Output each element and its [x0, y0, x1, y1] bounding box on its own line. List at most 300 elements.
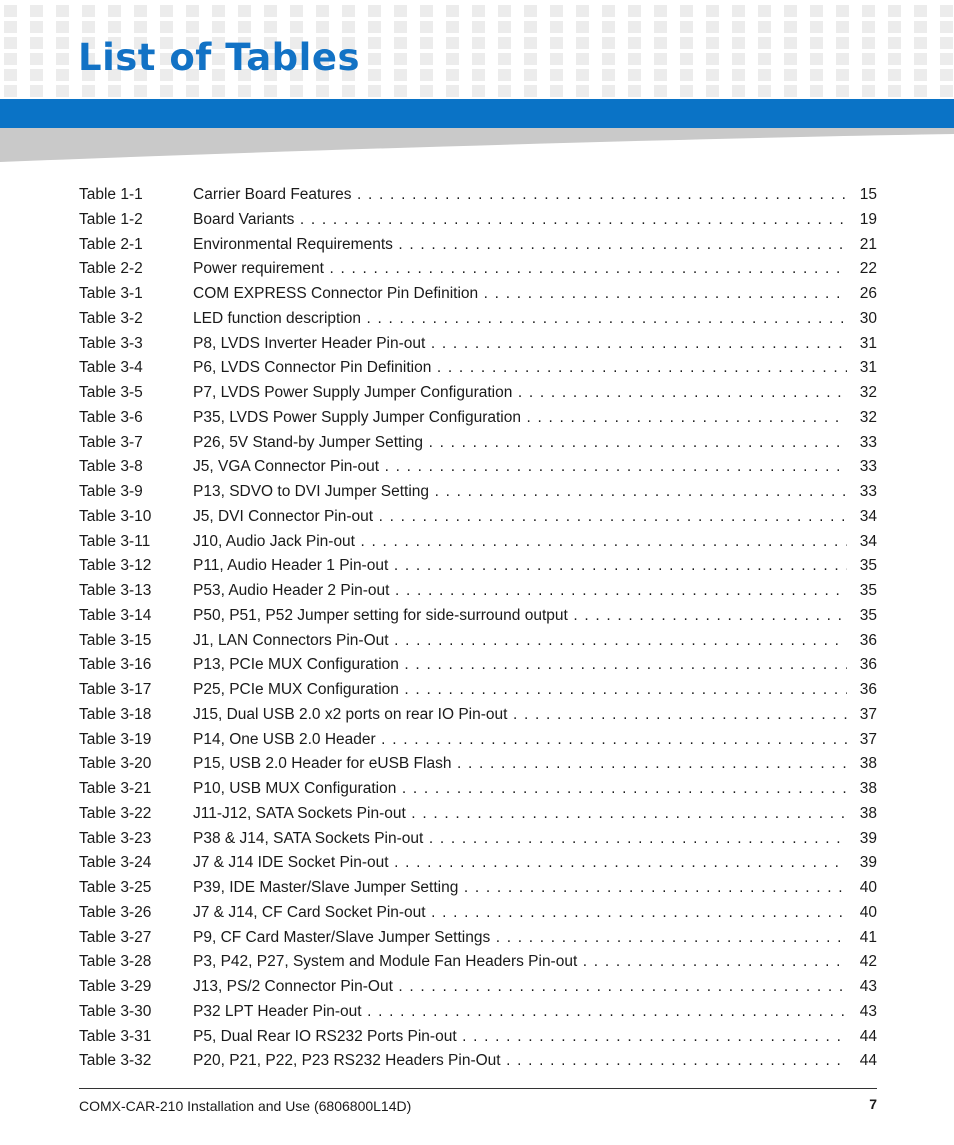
header-grid-square: [654, 53, 667, 65]
table-caption: P13, SDVO to DVI Jumper Setting . . .: [193, 480, 847, 505]
header-grid-square: [420, 53, 433, 65]
table-caption: P6, LVDS Connector Pin Definition . . .: [193, 356, 847, 381]
table-number: Table 3-26: [79, 903, 152, 921]
table-number: Table 3-30: [79, 1002, 152, 1020]
table-number: Table 3-12: [79, 557, 152, 575]
table-number: Table 3-17: [79, 681, 152, 698]
header-grid-square: [576, 53, 589, 65]
header-grid-square: [108, 5, 121, 17]
page-number: 21: [859, 235, 877, 253]
page-number: 39: [859, 829, 877, 847]
header-grid-square: [732, 69, 745, 81]
header-grid-square: [940, 5, 953, 17]
header-grid-square: [550, 85, 563, 97]
table-number: Table 3-32: [79, 1052, 152, 1070]
header-grid-square: [810, 5, 823, 17]
header-grid-square: [784, 5, 797, 17]
header-grid-square: [810, 69, 823, 81]
header-grid-square: [810, 21, 823, 33]
table-number: Table 3-11: [79, 532, 151, 550]
header-grid-square: [446, 21, 459, 33]
table-number: Table 3-29: [79, 978, 152, 995]
header-grid-square: [56, 37, 69, 49]
page-number: 37: [859, 730, 877, 748]
header-grid-square: [212, 85, 225, 97]
toc-entry[interactable]: [79, 332, 877, 357]
table-caption: P26, 5V Stand-by Jumper Setting . . .: [193, 431, 847, 456]
page-number: 31: [859, 334, 877, 352]
header-grid-square: [342, 85, 355, 97]
table-number: Table 3-15: [79, 631, 152, 649]
list-of-tables: [79, 183, 877, 1074]
table-caption: P20, P21, P22, P23 RS232 Headers Pin-Out . . .: [193, 1049, 847, 1074]
header-grid-square: [784, 21, 797, 33]
header-grid-square: [446, 69, 459, 81]
toc-entry[interactable]: [79, 926, 877, 951]
header-grid-square: [836, 53, 849, 65]
header-grid-square: [290, 5, 303, 17]
header-grid-square: [160, 21, 173, 33]
table-caption: J10, Audio Jack Pin-out . . .: [193, 530, 847, 555]
header-grid-square: [810, 37, 823, 49]
toc-entry[interactable]: [79, 678, 877, 703]
header-grid-square: [888, 85, 901, 97]
header-grid-square: [706, 5, 719, 17]
page-title: List of Tables: [78, 36, 360, 79]
header-grid-square: [160, 5, 173, 17]
header-grid-square: [394, 53, 407, 65]
header-grid-square: [446, 53, 459, 65]
toc-entry[interactable]: [79, 208, 877, 233]
header-grid-square: [30, 21, 43, 33]
table-caption: P32 LPT Header Pin-out . . .: [193, 1000, 847, 1025]
header-grid-square: [654, 5, 667, 17]
toc-entry[interactable]: [79, 1025, 877, 1050]
header-grid-square: [264, 5, 277, 17]
header-grid-square: [914, 5, 927, 17]
header-grid-square: [732, 37, 745, 49]
header-grid-square: [316, 85, 329, 97]
header-grid-square: [940, 21, 953, 33]
header-grid-square: [888, 69, 901, 81]
toc-entry[interactable]: [79, 307, 877, 332]
header-grid-square: [576, 69, 589, 81]
header-grid-square: [810, 53, 823, 65]
page-number: 43: [859, 978, 877, 995]
header-grid-square: [368, 21, 381, 33]
table-caption: P8, LVDS Inverter Header Pin-out . . .: [193, 332, 847, 357]
table-number: Table 3-28: [79, 953, 152, 971]
table-number: Table 3-1: [79, 285, 143, 302]
header-blue-bar: [0, 99, 954, 128]
header-grid-square: [550, 5, 563, 17]
header-grid-square: [420, 5, 433, 17]
header-grid-square: [810, 85, 823, 97]
header-grid-square: [108, 85, 121, 97]
toc-entry[interactable]: [79, 406, 877, 431]
header-grid-square: [368, 69, 381, 81]
header-grid-square: [888, 5, 901, 17]
table-number: Table 3-7: [79, 433, 143, 451]
page-number: 36: [859, 631, 877, 649]
header-grid-square: [602, 21, 615, 33]
toc-entry[interactable]: [79, 480, 877, 505]
header-grid-square: [862, 53, 875, 65]
toc-entry[interactable]: [79, 455, 877, 480]
header-grid-square: [186, 85, 199, 97]
page-number: 15: [859, 186, 877, 203]
toc-entry[interactable]: [79, 629, 877, 654]
header-grid-square: [732, 53, 745, 65]
header-grid-square: [368, 85, 381, 97]
header-grid-square: [498, 69, 511, 81]
toc-entry[interactable]: [79, 604, 877, 629]
table-number: Table 3-9: [79, 483, 143, 500]
header-grid-square: [4, 5, 17, 17]
header-grid-square: [914, 21, 927, 33]
header-grid-square: [576, 85, 589, 97]
page-number: 33: [859, 433, 877, 451]
page-number: 44: [859, 1052, 877, 1070]
header-grid-square: [940, 53, 953, 65]
header-grid-square: [446, 85, 459, 97]
header-grid-square: [602, 69, 615, 81]
header-grid-square: [212, 21, 225, 33]
header-grid-square: [706, 21, 719, 33]
table-number: Table 2-1: [79, 235, 143, 253]
header-grid-square: [420, 21, 433, 33]
table-number: Table 1-1: [79, 186, 143, 203]
table-number: Table 3-27: [79, 928, 152, 946]
toc-entry[interactable]: [79, 950, 877, 975]
header-grid-square: [30, 69, 43, 81]
header-grid-square: [134, 21, 147, 33]
header-grid-square: [82, 21, 95, 33]
page-number: 43: [859, 1002, 877, 1020]
header-grid-square: [862, 69, 875, 81]
header-grid-square: [264, 85, 277, 97]
table-caption: P14, One USB 2.0 Header . . .: [193, 728, 847, 753]
table-caption: Power requirement . . .: [193, 257, 847, 282]
table-number: Table 3-23: [79, 829, 152, 847]
header-grid-square: [368, 53, 381, 65]
toc-entry[interactable]: [79, 728, 877, 753]
header-grid-square: [238, 85, 251, 97]
header-grid-square: [4, 69, 17, 81]
table-number: Table 3-25: [79, 879, 152, 896]
header-grid-square: [940, 37, 953, 49]
header-grid-square: [784, 53, 797, 65]
table-caption: J1, LAN Connectors Pin-Out . . .: [193, 629, 847, 654]
page-number: 32: [859, 408, 877, 426]
header-grid-square: [524, 53, 537, 65]
page-number: 38: [859, 755, 877, 773]
table-caption: J5, DVI Connector Pin-out . . .: [193, 505, 847, 530]
table-caption: P3, P42, P27, System and Module Fan Headers Pin-out . . .: [193, 950, 847, 975]
header-grid-square: [758, 69, 771, 81]
header-grid-square: [914, 53, 927, 65]
header-grid-square: [914, 69, 927, 81]
page-number: 41: [859, 928, 877, 946]
header-grid-square: [654, 85, 667, 97]
footer-document-title: COMX-CAR-210 Installation and Use (6806800L14D): [79, 1098, 412, 1114]
header-grid-square: [940, 69, 953, 81]
header-grid-square: [862, 37, 875, 49]
header-grid-square: [758, 53, 771, 65]
header-grid-square: [576, 37, 589, 49]
header-grid-square: [264, 21, 277, 33]
header-grid-square: [888, 37, 901, 49]
header-grid-square: [238, 5, 251, 17]
header-grid-square: [576, 5, 589, 17]
header-grid-square: [706, 53, 719, 65]
header-grid-square: [342, 5, 355, 17]
header-grid-square: [160, 85, 173, 97]
header-grid-square: [680, 85, 693, 97]
header-grid-square: [82, 5, 95, 17]
table-caption: P35, LVDS Power Supply Jumper Configuration . . .: [193, 406, 847, 431]
header-grid-square: [4, 37, 17, 49]
page-number: 39: [859, 854, 877, 872]
toc-entry[interactable]: [79, 901, 877, 926]
page-number: 30: [859, 309, 877, 327]
table-number: Table 3-31: [79, 1027, 152, 1045]
table-caption: J7 & J14, CF Card Socket Pin-out . . .: [193, 901, 847, 926]
header-grid-square: [108, 21, 121, 33]
header-grid-square: [56, 21, 69, 33]
page-number: 26: [859, 285, 877, 302]
header-grid-square: [186, 21, 199, 33]
header-grid-square: [56, 53, 69, 65]
header-grid-square: [446, 5, 459, 17]
toc-entry[interactable]: [79, 851, 877, 876]
page-number: 35: [859, 557, 877, 575]
table-number: Table 3-20: [79, 755, 152, 773]
table-caption: P38 & J14, SATA Sockets Pin-out . . .: [193, 827, 847, 852]
toc-entry[interactable]: [79, 827, 877, 852]
table-number: Table 3-24: [79, 854, 152, 872]
header-grid-square: [758, 37, 771, 49]
header-grid-square: [394, 37, 407, 49]
header-grid-square: [420, 85, 433, 97]
table-caption: J13, PS/2 Connector Pin-Out . . .: [193, 975, 847, 1000]
toc-entry[interactable]: [79, 703, 877, 728]
toc-entry[interactable]: [79, 653, 877, 678]
table-caption: P5, Dual Rear IO RS232 Ports Pin-out . . .: [193, 1025, 847, 1050]
header-grid-square: [706, 85, 719, 97]
header-grid-square: [862, 21, 875, 33]
header-grid-square: [4, 85, 17, 97]
page-number: 31: [859, 359, 877, 377]
header-grid-square: [680, 5, 693, 17]
toc-entry[interactable]: [79, 1049, 877, 1074]
page-number: 32: [859, 384, 877, 401]
header-grid-square: [446, 37, 459, 49]
table-number: Table 3-2: [79, 309, 143, 327]
header-grid-square: [602, 85, 615, 97]
header-grid-square: [394, 69, 407, 81]
header-grid-square: [602, 5, 615, 17]
table-number: Table 3-4: [79, 359, 143, 377]
header-grid-square: [30, 37, 43, 49]
header-grid-square: [628, 37, 641, 49]
table-number: Table 2-2: [79, 260, 143, 278]
page-number: 38: [859, 780, 877, 797]
header-grid-square: [420, 37, 433, 49]
header-grid-square: [914, 85, 927, 97]
table-caption: P7, LVDS Power Supply Jumper Configuration . . .: [193, 381, 847, 406]
page-number: 36: [859, 656, 877, 674]
header-grid-square: [394, 85, 407, 97]
header-grid-square: [134, 85, 147, 97]
header-grid-square: [498, 85, 511, 97]
page-number: 42: [859, 953, 877, 971]
header-grid-square: [706, 37, 719, 49]
header-grid-square: [212, 5, 225, 17]
table-caption: LED function description . . .: [193, 307, 847, 332]
toc-entry[interactable]: [79, 752, 877, 777]
header-grid-square: [56, 5, 69, 17]
toc-entry[interactable]: [79, 530, 877, 555]
page-number: 35: [859, 606, 877, 624]
page-number: 40: [859, 879, 877, 896]
header-grid-square: [654, 37, 667, 49]
header-grid-square: [758, 5, 771, 17]
page-number: 19: [859, 210, 877, 228]
header-grid-square: [368, 37, 381, 49]
header-grid-square: [940, 85, 953, 97]
table-caption: J7 & J14 IDE Socket Pin-out . . .: [193, 851, 847, 876]
header-grid-square: [524, 85, 537, 97]
header-grid-square: [654, 69, 667, 81]
table-caption: P9, CF Card Master/Slave Jumper Settings . . .: [193, 926, 847, 951]
header-grid-square: [498, 5, 511, 17]
header-grid-square: [732, 85, 745, 97]
header-grid-square: [862, 85, 875, 97]
page-number: 35: [859, 582, 877, 599]
table-number: Table 3-8: [79, 458, 143, 476]
header-grid-square: [472, 69, 485, 81]
header-grid-square: [836, 69, 849, 81]
table-caption: P53, Audio Header 2 Pin-out . . .: [193, 579, 847, 604]
footer-divider: [79, 1088, 877, 1089]
toc-entry[interactable]: [79, 257, 877, 282]
header-grid-square: [732, 21, 745, 33]
table-number: Table 3-19: [79, 730, 152, 748]
header-grid-square: [82, 85, 95, 97]
header-grid-square: [238, 21, 251, 33]
header-grid-square: [56, 69, 69, 81]
header-grid-square: [862, 5, 875, 17]
table-caption: P11, Audio Header 1 Pin-out . . .: [193, 554, 847, 579]
header-grid-square: [30, 53, 43, 65]
toc-entry[interactable]: [79, 356, 877, 381]
header-grid-square: [316, 5, 329, 17]
page-number: 40: [859, 903, 877, 921]
header-grid-square: [342, 21, 355, 33]
page-number: 33: [859, 483, 877, 500]
table-number: Table 3-10: [79, 507, 152, 525]
table-number: Table 3-3: [79, 334, 143, 352]
footer-page-number: 7: [869, 1096, 877, 1112]
toc-entry[interactable]: [79, 183, 877, 208]
toc-entry[interactable]: [79, 579, 877, 604]
header-grid-square: [550, 53, 563, 65]
page-number: 44: [859, 1027, 877, 1045]
table-number: Table 3-14: [79, 606, 152, 624]
table-caption: P25, PCIe MUX Configuration . . .: [193, 678, 847, 703]
header-grid-square: [316, 21, 329, 33]
toc-entry[interactable]: [79, 554, 877, 579]
header-grid-square: [576, 21, 589, 33]
page-number: 34: [859, 507, 877, 525]
table-caption: P15, USB 2.0 Header for eUSB Flash . . .: [193, 752, 847, 777]
header-grid-square: [836, 85, 849, 97]
toc-entry[interactable]: [79, 777, 877, 802]
header-grid-square: [680, 37, 693, 49]
page-number: 37: [859, 705, 877, 723]
header-grid-square: [56, 85, 69, 97]
toc-entry[interactable]: [79, 1000, 877, 1025]
toc-entry[interactable]: [79, 802, 877, 827]
page-number: 22: [859, 260, 877, 278]
header-grid-square: [394, 21, 407, 33]
header-grid-square: [4, 21, 17, 33]
header-grid-square: [498, 53, 511, 65]
toc-entry[interactable]: [79, 282, 877, 307]
header-grid-square: [836, 21, 849, 33]
table-caption: P10, USB MUX Configuration . . .: [193, 777, 847, 802]
table-caption: Carrier Board Features . . .: [193, 183, 847, 208]
header-grid-square: [628, 53, 641, 65]
header-grid-square: [524, 69, 537, 81]
header-grid-square: [472, 21, 485, 33]
toc-entry[interactable]: [79, 431, 877, 456]
header-swoosh: [0, 128, 954, 164]
header-grid-square: [420, 69, 433, 81]
table-caption: P39, IDE Master/Slave Jumper Setting . . .: [193, 876, 847, 901]
table-number: Table 3-21: [79, 780, 152, 797]
header-grid-square: [914, 37, 927, 49]
header-grid-square: [4, 53, 17, 65]
header-grid-square: [654, 21, 667, 33]
header-grid-square: [524, 37, 537, 49]
toc-entry[interactable]: [79, 975, 877, 1000]
header-grid-square: [472, 37, 485, 49]
toc-entry[interactable]: [79, 233, 877, 258]
header-grid-square: [290, 21, 303, 33]
page-number: 33: [859, 458, 877, 476]
header-grid-square: [30, 5, 43, 17]
header-grid-square: [472, 53, 485, 65]
header-grid-square: [628, 69, 641, 81]
header-grid-square: [628, 85, 641, 97]
header-grid-square: [550, 21, 563, 33]
page-number: 36: [859, 681, 877, 698]
header-grid-square: [628, 5, 641, 17]
page-number: 38: [859, 804, 877, 822]
header-grid-square: [524, 5, 537, 17]
table-number: Table 3-13: [79, 582, 152, 599]
table-number: Table 1-2: [79, 210, 143, 228]
toc-entry[interactable]: [79, 505, 877, 530]
toc-entry[interactable]: [79, 381, 877, 406]
header-grid-square: [368, 5, 381, 17]
toc-entry[interactable]: [79, 876, 877, 901]
header-grid-square: [888, 53, 901, 65]
header-grid-square: [836, 37, 849, 49]
page-number: 34: [859, 532, 877, 550]
